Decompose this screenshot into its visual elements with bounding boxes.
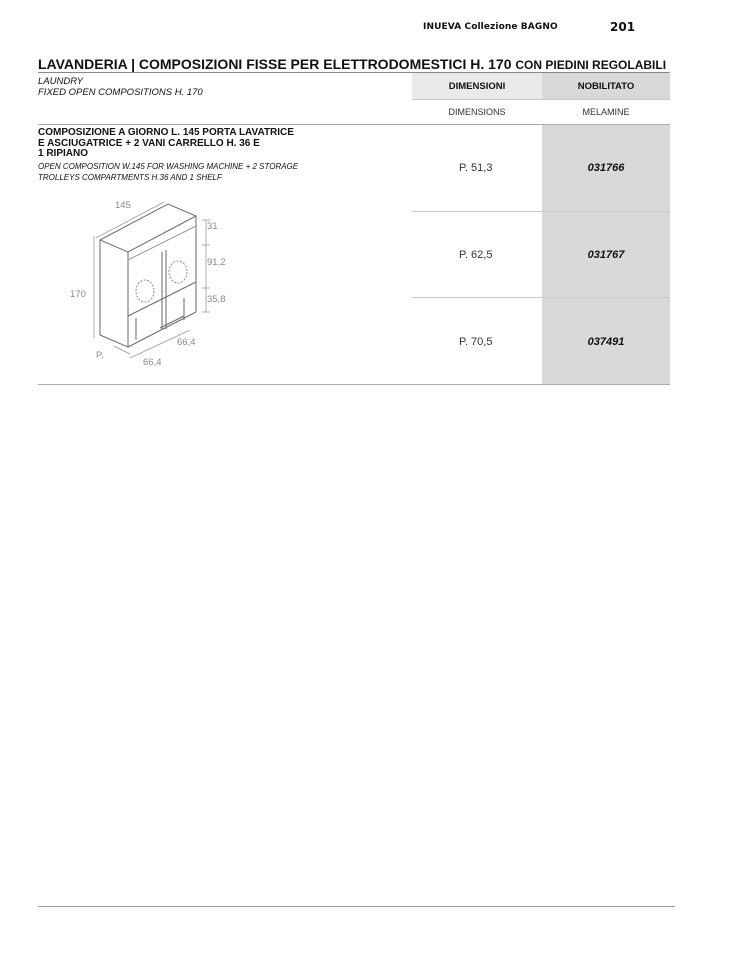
row-divider-2: [412, 297, 670, 298]
dim-middle-label: 91,2: [207, 257, 226, 268]
title-suffix: CON PIEDINI REGOLABILI: [515, 58, 667, 72]
page-number: 201: [610, 20, 636, 34]
dryer-door-icon: [169, 261, 187, 283]
dim-height-label: 170: [70, 289, 86, 300]
row-1-dimension: P. 51,3: [459, 162, 493, 174]
dim-width-label: 145: [115, 200, 131, 211]
page-title: [38, 56, 666, 72]
dim-depth-label: P.: [96, 350, 104, 361]
subtitle-line-1: LAUNDRY: [38, 76, 84, 87]
dimensions-header: DIMENSIONI: [412, 73, 542, 99]
subtitle-line-2: FIXED OPEN COMPOSITIONS H. 170: [38, 87, 203, 98]
row-3-dimension: P. 70,5: [459, 336, 493, 348]
dim-bottom-label: 35,8: [207, 294, 226, 305]
finish-subheader: MELAMINE: [582, 107, 630, 117]
dim-base-width-label: 66,4: [143, 357, 162, 368]
dimensions-subheader: DIMENSIONS: [448, 107, 506, 117]
footer-divider: [38, 906, 675, 907]
item-title-line-3: 1 RIPIANO: [38, 148, 89, 159]
item-title-line-1: COMPOSIZIONE A GIORNO L. 145 PORTA LAVATRICE: [38, 127, 294, 138]
row-divider-1: [412, 211, 670, 212]
finish-header: NOBILITATO: [577, 80, 635, 92]
dim-inner-width-label: 66,4: [177, 337, 196, 348]
item-desc-line-2: TROLLEYS COMPARTMENTS H.36 AND 1 SHELF: [38, 173, 222, 182]
row-3-code: 037491: [587, 336, 625, 348]
item-description: [38, 161, 318, 183]
washer-door-icon: [136, 280, 154, 302]
dim-top-label: 31: [207, 221, 218, 232]
item-desc-line-1: OPEN COMPOSITION W.145 FOR WASHING MACHINE + 2 STORAGE: [38, 162, 299, 171]
section-subtitle: [38, 76, 203, 98]
table-bottom-divider: [38, 384, 670, 385]
cabinet-drawing: [60, 190, 240, 375]
collection-header: INUEVA Collezione BAGNO: [423, 22, 558, 32]
item-title-line-2: E ASCIUGATRICE + 2 VANI CARRELLO H. 36 E: [38, 137, 260, 149]
row-2-dimension: P. 62,5: [459, 249, 493, 261]
table-top-divider: [38, 124, 670, 125]
row-2-code: 031767: [587, 249, 625, 261]
row-1-code: 031766: [587, 162, 625, 174]
item-title: [38, 128, 308, 160]
title-main: LAVANDERIA | COMPOSIZIONI FISSE PER ELETTRODOMESTICI H. 170: [38, 56, 512, 72]
